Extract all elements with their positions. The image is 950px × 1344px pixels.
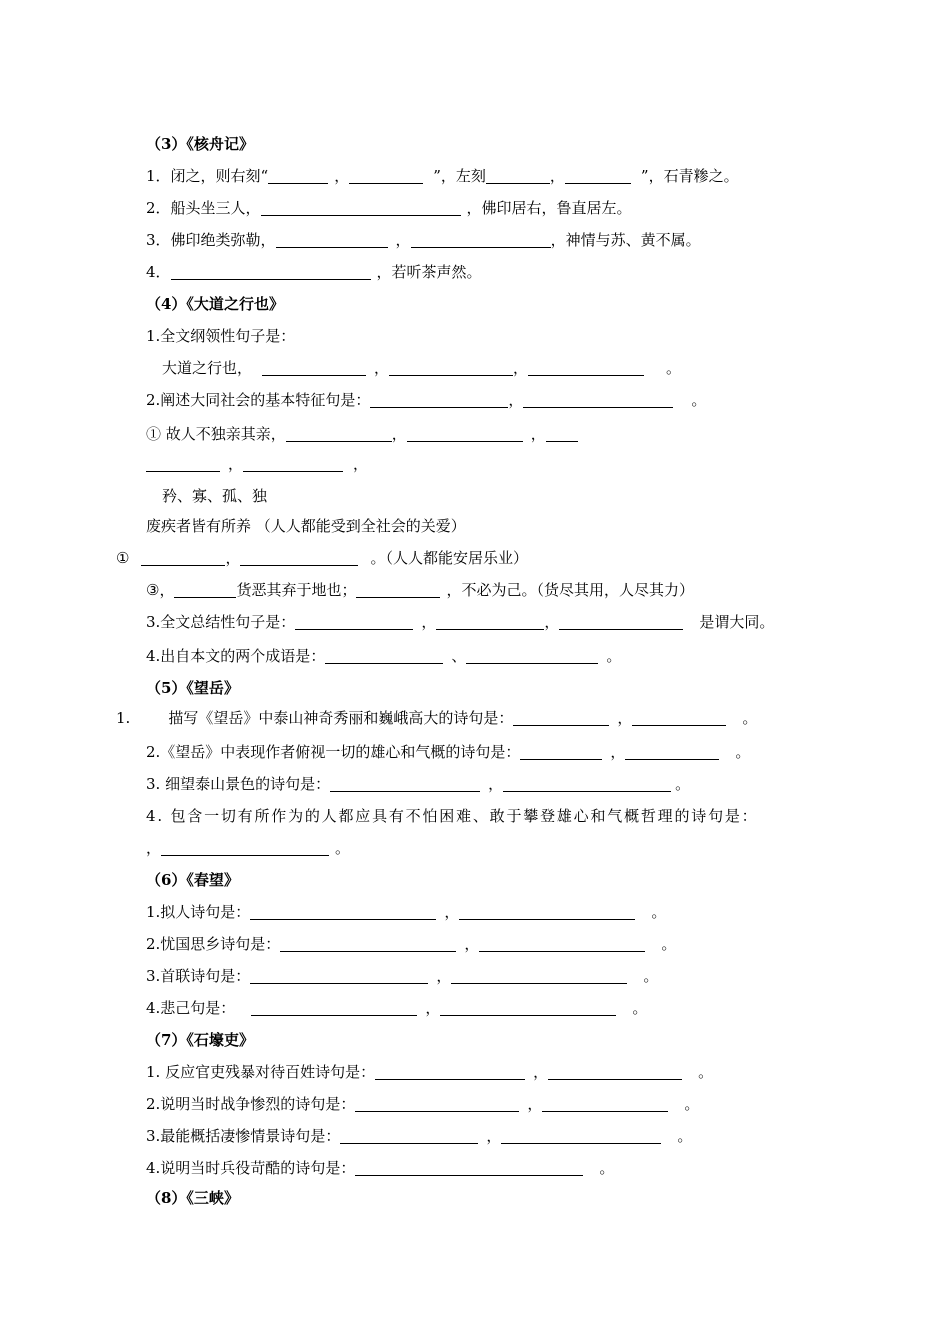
answer-blank[interactable] [141,550,225,566]
answer-blank[interactable] [355,1160,583,1176]
question-line: 1. 描写《望岳》中泰山神奇秀丽和巍峨高大的诗句是： ， 。 [116,709,758,727]
section-title-sanxia: （8）《三峡》 [146,1189,239,1207]
answer-blank[interactable] [276,232,388,248]
answer-blank[interactable] [349,168,423,184]
answer-blank[interactable] [268,168,328,184]
section-title-dadao: （4）《大道之行也》 [146,295,284,313]
answer-blank[interactable] [565,168,631,184]
question-line: 3．佛印绝类弥勒， ， ，神情与苏、黄不属。 [146,231,701,249]
answer-blank[interactable] [370,392,508,408]
question-line: 4.说明当时兵役苛酷的诗句是： 。 [146,1159,615,1177]
answer-blank[interactable] [280,936,456,952]
answer-blank[interactable] [161,840,329,856]
answer-blank[interactable] [632,710,726,726]
question-line: 2.说明当时战争惨烈的诗句是： ， 。 [146,1095,700,1113]
answer-blank[interactable] [286,426,392,442]
answer-blank[interactable] [356,582,440,598]
answer-blank[interactable] [250,904,436,920]
question-line: ， 。 [146,839,351,857]
answer-blank[interactable] [261,200,461,216]
answer-blank[interactable] [501,1128,661,1144]
answer-blank[interactable] [513,710,609,726]
answer-blank[interactable] [250,968,428,984]
answer-blank[interactable] [251,1000,417,1016]
answer-blank[interactable] [243,456,343,472]
answer-blank[interactable] [520,744,602,760]
answer-blank[interactable] [559,614,683,630]
answer-blank[interactable] [528,360,644,376]
answer-blank[interactable] [411,232,551,248]
answer-blank[interactable] [451,968,627,984]
answer-blank[interactable] [240,550,358,566]
answer-blank[interactable] [546,426,578,442]
answer-blank[interactable] [523,392,673,408]
answer-blank[interactable] [542,1096,668,1112]
answer-blank[interactable] [375,1064,525,1080]
question-line: 1．闭之，则右刻“ ， ”，左刻 ， ”，石青糁之。 [146,167,739,185]
question-line: 4.悲己句是： ， 。 [146,999,648,1017]
question-line: 1.全文纲领性句子是： [146,327,296,345]
question-line: 1. 反应官吏残暴对待百姓诗句是： ， 。 [146,1063,714,1081]
answer-blank[interactable] [355,1096,519,1112]
question-line: 矜、寡、孤、独 [162,487,268,505]
question-line: ③， 货恶其弃于地也； ，不必为己。（货尽其用，人尽其力） [146,581,694,599]
answer-blank[interactable] [262,360,366,376]
answer-blank[interactable] [407,426,523,442]
question-line: ， ， [146,454,368,474]
section-title-wangyue: （5）《望岳》 [146,679,239,697]
question-line: 4.出自本文的两个成语是： 、 。 [146,647,622,665]
question-line: 2.阐述大同社会的基本特征句是： ， 。 [146,391,707,409]
section-title-chunwang: （6）《春望》 [146,871,239,889]
question-line: 2．船头坐三人， ，佛印居右，鲁直居左。 [146,199,632,217]
answer-blank[interactable] [625,744,719,760]
answer-blank[interactable] [174,582,236,598]
answer-blank[interactable] [340,1128,478,1144]
answer-blank[interactable] [466,648,598,664]
question-line: 大道之行也， ， ， 。 [162,359,682,377]
answer-blank[interactable] [171,264,371,280]
question-line: ① 故人不独亲其亲， ， ， [146,424,578,444]
question-line: 4. 包含一切有所作为的人都应具有不怕困难、敢于攀登雄心和气概哲理的诗句是： [146,807,759,825]
answer-blank[interactable] [295,614,413,630]
question-line: 2.忧国思乡诗句是： ， 。 [146,935,677,953]
question-line: 3.最能概括凄惨情景诗句是： ， 。 [146,1127,693,1145]
answer-blank[interactable] [459,904,635,920]
question-line: 1.拟人诗句是： ， 。 [146,903,667,921]
answer-blank[interactable] [548,1064,682,1080]
section-title-hezhouji: （3）《核舟记》 [146,135,254,153]
question-line: 废疾者皆有所养 （人人都能受到全社会的关爱） [146,517,466,535]
question-line: 4． ，若听茶声然。 [146,263,482,281]
question-line: 3.首联诗句是： ， 。 [146,967,659,985]
answer-blank[interactable] [330,776,480,792]
question-line: ① ， 。（人人都能安居乐业） [116,549,528,567]
answer-blank[interactable] [389,360,513,376]
answer-blank[interactable] [479,936,645,952]
question-line: 3. 细望泰山景色的诗句是： ， 。 [146,775,691,793]
answer-blank[interactable] [486,168,550,184]
answer-blank[interactable] [440,1000,616,1016]
answer-blank[interactable] [325,648,443,664]
question-line: 3.全文总结性句子是： ， ， 是谓大同。 [146,613,775,631]
answer-blank[interactable] [146,456,220,472]
section-title-shihaoli: （7）《石壕吏》 [146,1031,254,1049]
answer-blank[interactable] [436,614,544,630]
answer-blank[interactable] [503,776,671,792]
question-line: 2.《望岳》中表现作者俯视一切的雄心和气概的诗句是： ， 。 [146,743,751,761]
